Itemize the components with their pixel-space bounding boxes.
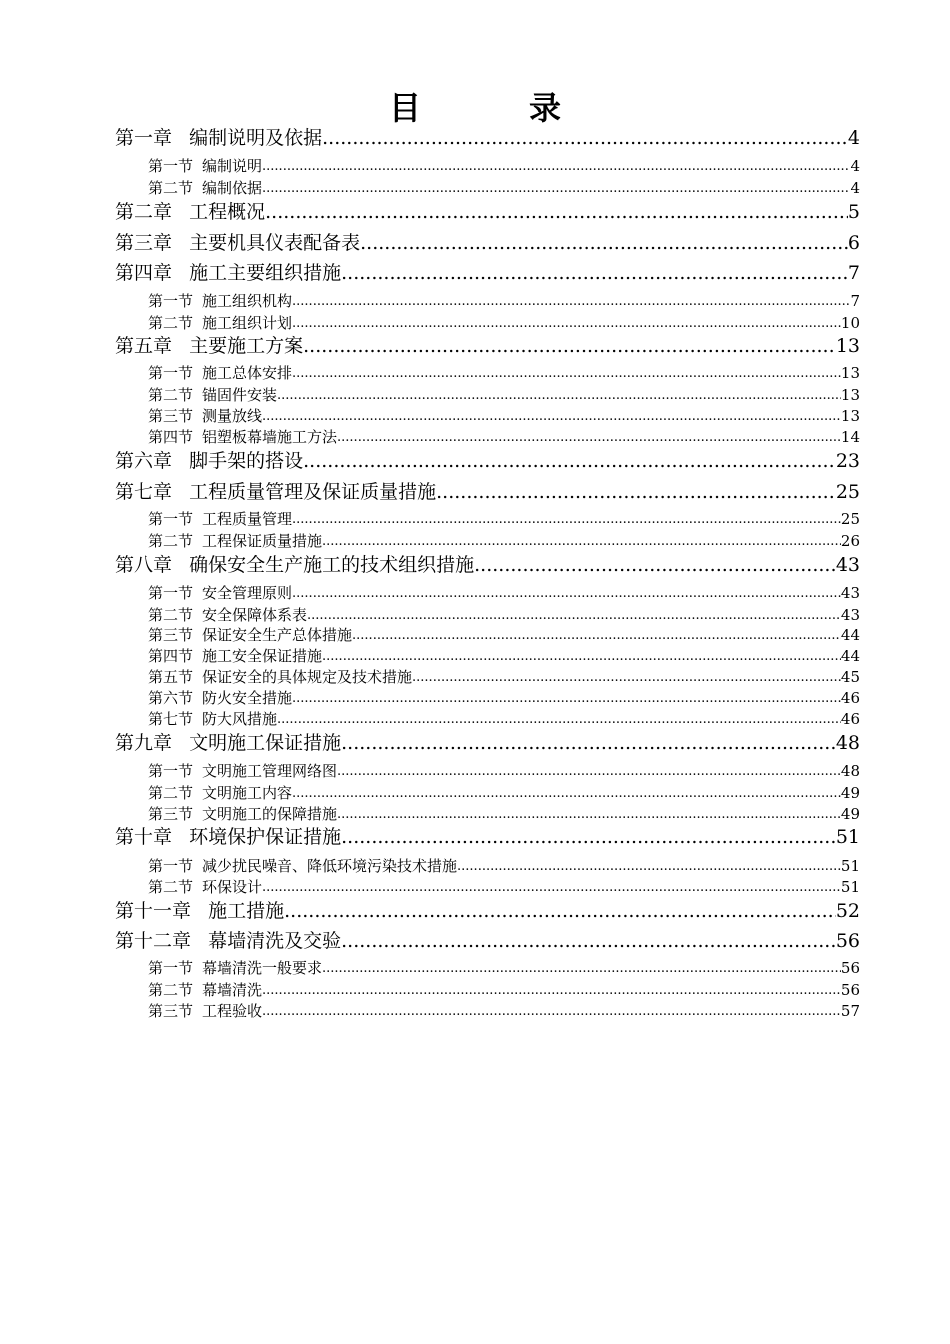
- toc-page-number: 43: [840, 606, 860, 624]
- toc-page-number: 51: [840, 857, 860, 875]
- toc-page-number: 48: [835, 732, 860, 754]
- toc-section-entry[interactable]: [148, 605, 860, 626]
- toc-leader-dots: [322, 646, 841, 667]
- toc-entry-text: 幕墙清洗: [202, 981, 263, 999]
- toc-entry-prefix: 第九章: [115, 732, 173, 754]
- toc-entry-text: 环保设计: [202, 878, 263, 896]
- toc-leader-dots: [337, 804, 841, 825]
- toc-leader-dots: [303, 333, 836, 359]
- toc-leader-dots: [352, 625, 841, 646]
- toc-entry-text: 施工组织机构: [202, 292, 293, 310]
- toc-page-number: 7: [850, 292, 860, 310]
- toc-leader-dots: [474, 552, 836, 578]
- toc-chapter-entry[interactable]: [115, 260, 860, 286]
- toc-leader-dots: [292, 509, 841, 530]
- toc-page-number: 14: [840, 428, 860, 446]
- toc-entry-text: 主要施工方案: [189, 335, 304, 357]
- toc-section-entry[interactable]: [148, 877, 860, 898]
- toc-leader-dots: [292, 363, 841, 384]
- toc-page-number: 5: [847, 201, 860, 223]
- toc-entry-label: [148, 856, 457, 877]
- toc-section-entry[interactable]: [148, 980, 860, 1001]
- toc-chapter-entry[interactable]: [115, 824, 860, 850]
- toc-leader-dots: [341, 824, 836, 850]
- toc-section-entry[interactable]: [148, 178, 860, 199]
- toc-chapter-entry[interactable]: [115, 230, 860, 256]
- toc-entry-prefix: 第十章: [115, 826, 173, 848]
- toc-entry-label: [148, 583, 292, 604]
- toc-entry-prefix: 第一节: [148, 292, 194, 310]
- toc-page-number: 4: [850, 157, 860, 175]
- toc-entry-text: 保证安全的具体规定及技术措施: [202, 668, 413, 686]
- toc-entry-label: [148, 761, 337, 782]
- toc-entry-text: 文明施工内容: [202, 784, 293, 802]
- toc-section-entry[interactable]: [148, 363, 860, 384]
- toc-entry-text: 防火安全措施: [202, 689, 293, 707]
- toc-section-entry[interactable]: [148, 783, 860, 804]
- toc-entry-text: 工程验收: [202, 1002, 263, 1020]
- toc-entry-text: 编制依据: [202, 179, 263, 197]
- toc-entry-label: [148, 625, 352, 646]
- toc-leader-dots: [337, 761, 841, 782]
- toc-leader-dots: [265, 199, 848, 225]
- toc-entry-label: [115, 730, 341, 756]
- toc-entry-label: [115, 448, 303, 474]
- toc-page-number: 25: [835, 481, 860, 503]
- toc-entry-prefix: 第六章: [115, 450, 173, 472]
- toc-page-number: 25: [840, 510, 860, 528]
- toc-chapter-entry[interactable]: [115, 199, 860, 225]
- toc-leader-dots: [277, 385, 841, 406]
- toc-entry-prefix: 第四节: [148, 428, 194, 446]
- toc-entry-text: 确保安全生产施工的技术组织措施: [189, 554, 475, 576]
- toc-section-entry[interactable]: [148, 427, 860, 448]
- toc-entry-label: [148, 958, 322, 979]
- toc-chapter-entry[interactable]: [115, 552, 860, 578]
- toc-page-number: 56: [835, 930, 860, 952]
- toc-entry-text: 工程质量管理: [202, 510, 293, 528]
- toc-entry-label: [148, 156, 262, 177]
- toc-page-number: 44: [840, 647, 860, 665]
- toc-chapter-entry[interactable]: [115, 125, 860, 151]
- toc-leader-dots: [412, 667, 841, 688]
- toc-entry-prefix: 第二节: [148, 606, 194, 624]
- toc-leader-dots: [292, 291, 850, 312]
- toc-chapter-entry[interactable]: [115, 479, 860, 505]
- toc-leader-dots: [292, 783, 841, 804]
- toc-section-entry[interactable]: [148, 667, 860, 688]
- toc-entry-prefix: 第五节: [148, 668, 194, 686]
- toc-page-number: 51: [835, 826, 860, 848]
- toc-entry-prefix: 第一节: [148, 584, 194, 602]
- toc-entry-prefix: 第六节: [148, 689, 194, 707]
- toc-entry-text: 安全管理原则: [202, 584, 293, 602]
- toc-entry-prefix: 第二节: [148, 981, 194, 999]
- toc-entry-label: [148, 980, 262, 1001]
- toc-entry-label: [115, 824, 341, 850]
- toc-entry-prefix: 第八章: [115, 554, 173, 576]
- toc-entry-prefix: 第四节: [148, 647, 194, 665]
- toc-entry-text: 施工主要组织措施: [189, 262, 342, 284]
- toc-leader-dots: [341, 730, 836, 756]
- toc-entry-text: 工程概况: [189, 201, 266, 223]
- toc-leader-dots: [337, 427, 841, 448]
- toc-section-entry[interactable]: [148, 646, 860, 667]
- toc-leader-dots: [457, 856, 841, 877]
- toc-entry-prefix: 第三节: [148, 1002, 194, 1020]
- toc-entry-label: [115, 230, 360, 256]
- toc-page-number: 56: [840, 959, 860, 977]
- toc-entry-text: 施工措施: [208, 900, 285, 922]
- toc-entry-prefix: 第二节: [148, 532, 194, 550]
- toc-entry-prefix: 第三节: [148, 805, 194, 823]
- toc-entry-text: 施工总体安排: [202, 364, 293, 382]
- toc-entry-text: 主要机具仪表配备表: [189, 232, 361, 254]
- toc-entry-label: [148, 385, 277, 406]
- toc-page-number: 49: [840, 805, 860, 823]
- toc-entry-label: [148, 605, 307, 626]
- toc-entry-text: 保证安全生产总体措施: [202, 626, 353, 644]
- toc-page-number: 4: [847, 127, 860, 149]
- toc-section-entry[interactable]: [148, 1001, 860, 1022]
- toc-entry-label: [115, 898, 284, 924]
- toc-entry-label: [115, 260, 341, 286]
- toc-leader-dots: [262, 178, 850, 199]
- toc-section-entry[interactable]: [148, 856, 860, 877]
- toc-entry-text: 铝塑板幕墙施工方法: [202, 428, 338, 446]
- toc-leader-dots: [436, 479, 836, 505]
- toc-page-number: 44: [840, 626, 860, 644]
- toc-entry-prefix: 第一节: [148, 157, 194, 175]
- toc-page-number: 13: [840, 386, 860, 404]
- toc-entry-prefix: 第一节: [148, 762, 194, 780]
- toc-entry-text: 测量放线: [202, 407, 263, 425]
- toc-leader-dots: [262, 1001, 841, 1022]
- toc-section-entry[interactable]: [148, 291, 860, 312]
- toc-leader-dots: [341, 928, 836, 954]
- toc-entry-label: [148, 709, 277, 730]
- toc-entry-label: [115, 552, 474, 578]
- toc-entry-text: 减少扰民噪音、降低环境污染技术措施: [202, 857, 458, 875]
- toc-section-entry[interactable]: [148, 531, 860, 552]
- toc-entry-label: [115, 333, 303, 359]
- toc-leader-dots: [307, 605, 841, 626]
- toc-entry-prefix: 第二章: [115, 201, 173, 223]
- toc-leader-dots: [303, 448, 836, 474]
- toc-page-number: 48: [840, 762, 860, 780]
- toc-section-entry[interactable]: [148, 709, 860, 730]
- toc-page-number: 43: [840, 584, 860, 602]
- toc-entry-label: [148, 1001, 262, 1022]
- toc-leader-dots: [277, 709, 841, 730]
- toc-entry-label: [115, 125, 322, 151]
- toc-entry-label: [148, 646, 322, 667]
- toc-entry-text: 幕墙清洗及交验: [208, 930, 342, 952]
- toc-entry-label: [148, 783, 292, 804]
- toc-leader-dots: [292, 688, 841, 709]
- toc-leader-dots: [262, 406, 841, 427]
- toc-leader-dots: [360, 230, 848, 256]
- toc-page-number: 46: [840, 689, 860, 707]
- toc-page-number: 7: [847, 262, 860, 284]
- toc-leader-dots: [322, 125, 848, 151]
- toc-leader-dots: [322, 958, 841, 979]
- toc-entry-label: [148, 363, 292, 384]
- toc-entry-text: 文明施工管理网络图: [202, 762, 338, 780]
- toc-page-number: 26: [840, 532, 860, 550]
- toc-page-number: 4: [850, 179, 860, 197]
- toc-entry-label: [148, 313, 292, 334]
- toc-entry-text: 环境保护保证措施: [189, 826, 342, 848]
- toc-leader-dots: [262, 156, 850, 177]
- toc-entry-prefix: 第二节: [148, 314, 194, 332]
- toc-entry-label: [148, 427, 337, 448]
- toc-section-entry[interactable]: [148, 761, 860, 782]
- toc-entry-text: 幕墙清洗一般要求: [202, 959, 323, 977]
- toc-entry-text: 工程质量管理及保证质量措施: [189, 481, 437, 503]
- toc-entry-prefix: 第二节: [148, 878, 194, 896]
- toc-entry-text: 脚手架的搭设: [189, 450, 304, 472]
- toc-chapter-entry[interactable]: [115, 448, 860, 474]
- toc-entry-prefix: 第七节: [148, 710, 194, 728]
- toc-entry-prefix: 第三章: [115, 232, 173, 254]
- toc-leader-dots: [292, 313, 841, 334]
- toc-entry-prefix: 第三节: [148, 407, 194, 425]
- toc-leader-dots: [322, 531, 841, 552]
- toc-page-number: 46: [840, 710, 860, 728]
- toc-chapter-entry[interactable]: [115, 333, 860, 359]
- toc-entry-prefix: 第十一章: [115, 900, 192, 922]
- toc-entry-text: 施工组织计划: [202, 314, 293, 332]
- toc-section-entry[interactable]: [148, 688, 860, 709]
- toc-entry-label: [148, 877, 262, 898]
- toc-entry-prefix: 第一节: [148, 959, 194, 977]
- toc-page-number: 56: [840, 981, 860, 999]
- toc-entry-label: [148, 688, 292, 709]
- toc-chapter-entry[interactable]: [115, 928, 860, 954]
- page-title: 目 录: [388, 89, 599, 127]
- toc-entry-text: 编制说明及依据: [189, 127, 323, 149]
- toc-page-number: 10: [840, 314, 860, 332]
- toc-leader-dots: [341, 260, 848, 286]
- toc-entry-label: [148, 804, 337, 825]
- toc-leader-dots: [284, 898, 836, 924]
- toc-chapter-entry[interactable]: [115, 898, 860, 924]
- toc-leader-dots: [292, 583, 841, 604]
- toc-page-number: 23: [835, 450, 860, 472]
- toc-entry-prefix: 第二节: [148, 386, 194, 404]
- toc-chapter-entry[interactable]: [115, 730, 860, 756]
- toc-page-number: 13: [835, 335, 860, 357]
- toc-entry-prefix: 第一节: [148, 510, 194, 528]
- toc-entry-prefix: 第一节: [148, 857, 194, 875]
- toc-entry-prefix: 第一章: [115, 127, 173, 149]
- toc-leader-dots: [262, 877, 841, 898]
- toc-page-number: 57: [840, 1002, 860, 1020]
- toc-entry-label: [148, 509, 292, 530]
- toc-entry-prefix: 第二节: [148, 784, 194, 802]
- toc-entry-prefix: 第五章: [115, 335, 173, 357]
- toc-entry-label: [115, 199, 265, 225]
- toc-section-entry[interactable]: [148, 509, 860, 530]
- toc-entry-prefix: 第二节: [148, 179, 194, 197]
- toc-entry-text: 编制说明: [202, 157, 263, 175]
- toc-entry-label: [148, 178, 262, 199]
- toc-entry-label: [148, 531, 322, 552]
- toc-section-entry[interactable]: [148, 156, 860, 177]
- toc-entry-label: [148, 406, 262, 427]
- toc-entry-text: 工程保证质量措施: [202, 532, 323, 550]
- toc-entry-text: 施工安全保证措施: [202, 647, 323, 665]
- toc-entry-text: 锚固件安装: [202, 386, 278, 404]
- toc-entry-text: 文明施工保证措施: [189, 732, 342, 754]
- toc-entry-label: [148, 667, 412, 688]
- toc-entry-text: 文明施工的保障措施: [202, 805, 338, 823]
- toc-page-number: 43: [835, 554, 860, 576]
- toc-entry-prefix: 第三节: [148, 626, 194, 644]
- toc-page-number: 49: [840, 784, 860, 802]
- toc-entry-prefix: 第一节: [148, 364, 194, 382]
- toc-entry-prefix: 第十二章: [115, 930, 192, 952]
- toc-section-entry[interactable]: [148, 625, 860, 646]
- toc-leader-dots: [262, 980, 841, 1001]
- toc-section-entry[interactable]: [148, 583, 860, 604]
- toc-entry-text: 安全保障体系表: [202, 606, 308, 624]
- toc-entry-label: [115, 479, 436, 505]
- toc-section-entry[interactable]: [148, 313, 860, 334]
- toc-entry-label: [148, 291, 292, 312]
- toc-section-entry[interactable]: [148, 385, 860, 406]
- toc-page-number: 52: [835, 900, 860, 922]
- toc-entry-prefix: 第七章: [115, 481, 173, 503]
- toc-page-number: 45: [840, 668, 860, 686]
- toc-entry-label: [115, 928, 341, 954]
- toc-section-entry[interactable]: [148, 804, 860, 825]
- toc-page-number: 13: [840, 364, 860, 382]
- toc-page-number: 13: [840, 407, 860, 425]
- toc-section-entry[interactable]: [148, 958, 860, 979]
- toc-page-number: 6: [847, 232, 860, 254]
- toc-section-entry[interactable]: [148, 406, 860, 427]
- toc-page-number: 51: [840, 878, 860, 896]
- toc-entry-text: 防大风措施: [202, 710, 278, 728]
- toc-entry-prefix: 第四章: [115, 262, 173, 284]
